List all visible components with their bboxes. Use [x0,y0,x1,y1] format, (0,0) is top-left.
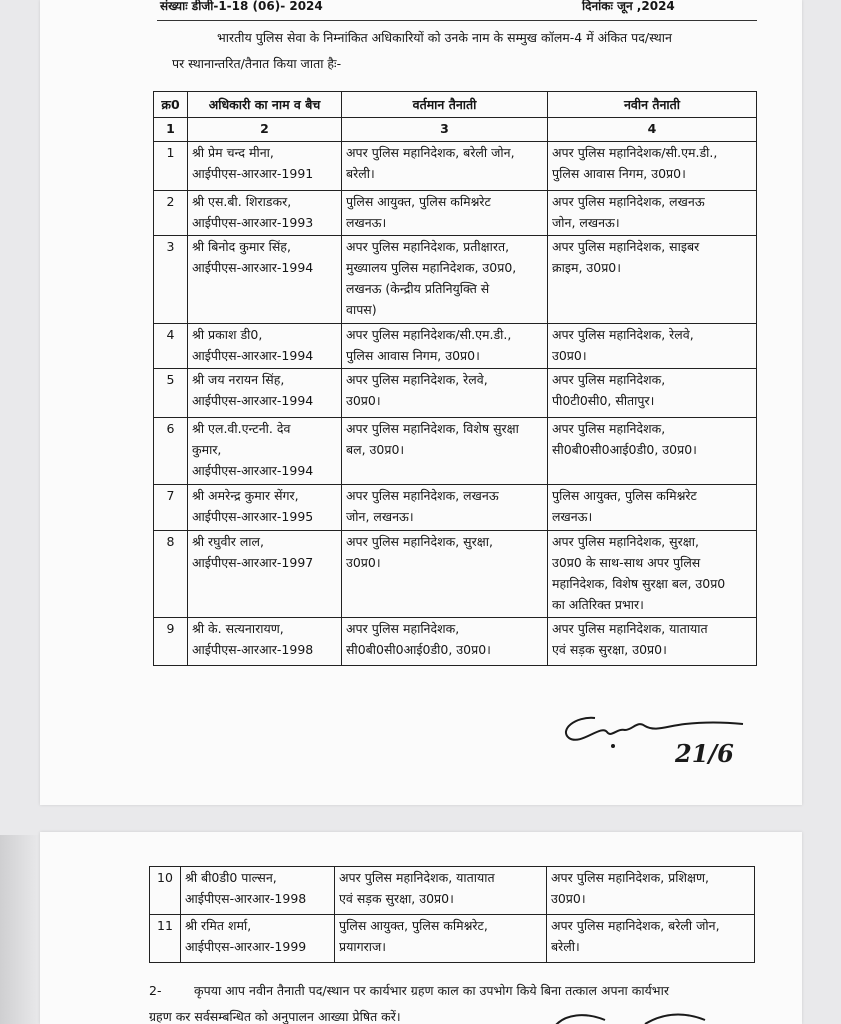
cell-line: आईपीएस-आरआर-1995 [192,509,314,524]
colnum-3: 3 [342,118,548,142]
document-page-1 [40,0,802,805]
cell-line: श्री बिनोद कुमार सिंह, [192,239,291,254]
cell-line: एवं सड़क सुरक्षा, उ0प्र0। [339,891,454,906]
cell-line: अपर पुलिस महानिदेशक, प्रतीक्षारत, [346,239,510,254]
document-header [157,0,757,21]
row-new [548,142,757,191]
row-current [335,915,547,963]
cell-line: अपर पुलिस महानिदेशक, लखनऊ [346,488,499,503]
cell-line: लखनऊ (केन्द्रीय प्रतिनियुक्ति से [346,281,490,296]
page-edge-shadow [0,835,40,1024]
row-name [188,485,342,531]
cell-line: अपर पुलिस महानिदेशक, बरेली जोन, [346,145,515,160]
table-row [154,618,757,666]
row-serial: 4 [154,324,188,369]
row-serial: 8 [154,531,188,618]
cell-line: श्री एल.वी.एन्टनी. देव [192,421,291,436]
row-name [188,191,342,236]
document-date: दिनांकः जून ,2024 [582,0,675,13]
row-serial: 1 [154,142,188,191]
row-name [188,618,342,666]
row-current [342,418,548,485]
column-number-row [154,118,757,142]
cell-line: आईपीएस-आरआर-1994 [192,393,314,408]
cell-line: आईपीएस-आरआर-1998 [185,891,307,906]
row-serial: 10 [150,867,181,915]
table-row [154,418,757,485]
cell-line: श्री के. सत्यनारायण, [192,621,284,636]
row-new [547,915,755,963]
cell-line: उ0प्र0 के साथ-साथ अपर पुलिस [552,555,701,570]
header-current-posting: वर्तमान तैनाती [342,92,548,118]
colnum-4: 4 [548,118,757,142]
row-name [181,867,335,915]
cell-line: श्री रमित शर्मा, [185,918,252,933]
cell-line: श्री रघुवीर लाल, [192,534,264,549]
cell-line: महानिदेशक, विशेष सुरक्षा बल, उ0प्र0 [552,576,726,591]
cell-line: अपर पुलिस महानिदेशक, लखनऊ [552,194,705,209]
row-name [188,142,342,191]
row-name [181,915,335,963]
cell-line: पुलिस आयुक्त, पुलिस कमिश्नरेट [346,194,491,209]
cell-line: जोन, लखनऊ। [346,509,414,524]
cell-line: आईपीएस-आरआर-1994 [192,348,314,363]
cell-line: आईपीएस-आरआर-1997 [192,555,314,570]
intro-line-2: पर स्थानान्तरित/तैनात किया जाता हैः- [172,56,342,71]
cell-line: अपर पुलिस महानिदेशक, सुरक्षा, [552,534,699,549]
cell-line: श्री बी0डी0 पाल्सन, [185,870,277,885]
cell-line: वापस) [346,302,377,317]
row-serial: 11 [150,915,181,963]
row-new [548,369,757,418]
cell-line: उ0प्र0। [346,555,381,570]
row-new [548,618,757,666]
row-serial: 6 [154,418,188,485]
cell-line: अपर पुलिस महानिदेशक, विशेष सुरक्षा [346,421,519,436]
cell-line: सी0बी0सी0आई0डी0, उ0प्र0। [552,442,697,457]
cell-line: जोन, लखनऊ। [552,215,620,230]
row-new [548,531,757,618]
table-header-row [154,92,757,118]
row-new [548,191,757,236]
cell-line: अपर पुलिस महानिदेशक, यातायात [339,870,495,885]
cell-line: सी0बी0सी0आई0डी0, उ0प्र0। [346,642,491,657]
cell-line: श्री अमरेन्द्र कुमार सेंगर, [192,488,299,503]
cell-line: अपर पुलिस महानिदेशक, [552,421,666,436]
cell-line: श्री जय नरायन सिंह, [192,372,285,387]
row-name [188,531,342,618]
colnum-1: 1 [154,118,188,142]
row-serial: 9 [154,618,188,666]
paragraph-line-2: ग्रहण कर सर्वसम्बन्धित को अनुपालन आख्या प्रेषित करें। [149,1009,401,1024]
cell-line: अपर पुलिस महानिदेशक, रेलवे, [552,327,694,342]
table-row [154,531,757,618]
row-current [342,531,548,618]
row-serial: 7 [154,485,188,531]
cell-line: श्री प्रेम चन्द मीना, [192,145,274,160]
reference-number: संख्याः डीजी-1-18 (06)- 2024 [160,0,323,13]
table-row [154,485,757,531]
row-serial: 2 [154,191,188,236]
cell-line: कुमार, [192,442,222,457]
cell-line: उ0प्र0। [552,348,587,363]
cell-line: बरेली। [551,939,580,954]
table-row [154,142,757,191]
row-new [548,418,757,485]
row-current [335,867,547,915]
cell-line: बल, उ0प्र0। [346,442,405,457]
paragraph-line-1: कृपया आप नवीन तैनाती पद/स्थान पर कार्यभार ग्रहण काल का उपभोग किये बिना तत्काल अपना कार्यभार [194,983,669,998]
cell-line: आईपीएस-आरआर-1994 [192,463,314,478]
cell-line: श्री प्रकाश डी0, [192,327,263,342]
cell-line: लखनऊ। [552,509,593,524]
cell-line: अपर पुलिस महानिदेशक, बरेली जोन, [551,918,720,933]
cell-line: अपर पुलिस महानिदेशक, प्रशिक्षण, [551,870,710,885]
row-name [188,324,342,369]
cell-line: आईपीएस-आरआर-1998 [192,642,314,657]
document-page-2 [40,832,802,1024]
table-row [154,191,757,236]
row-name [188,236,342,324]
row-new [548,324,757,369]
cell-line: उ0प्र0। [346,393,381,408]
cell-line: लखनऊ। [346,215,387,230]
row-current [342,324,548,369]
cell-line: आईपीएस-आरआर-1999 [185,939,307,954]
cell-line: पी0टी0सी0, सीतापुर। [552,393,655,408]
cell-line: आईपीएस-आरआर-1994 [192,260,314,275]
row-current [342,191,548,236]
table-row [154,324,757,369]
signature-1 [555,700,755,770]
cell-line: अपर पुलिस महानिदेशक, [552,372,666,387]
cell-line: अपर पुलिस महानिदेशक, साइबर [552,239,700,254]
colnum-2: 2 [188,118,342,142]
row-current [342,142,548,191]
cell-line: प्रयागराज। [339,939,387,954]
cell-line: पुलिस आयुक्त, पुलिस कमिश्नरेट [552,488,697,503]
cell-line: अपर पुलिस महानिदेशक/सी.एम.डी., [552,145,718,160]
header-name: अधिकारी का नाम व बैच [188,92,342,118]
cell-line: आईपीएस-आरआर-1991 [192,166,314,181]
cell-line: श्री एस.बी. शिराडकर, [192,194,292,209]
cell-line: अपर पुलिस महानिदेशक/सी.एम.डी., [346,327,512,342]
cell-line: क्राइम, उ0प्र0। [552,260,622,275]
row-current [342,236,548,324]
cell-line: एवं सड़क सुरक्षा, उ0प्र0। [552,642,667,657]
table-row [150,915,755,963]
row-new [548,485,757,531]
row-name [188,418,342,485]
cell-line: अपर पुलिस महानिदेशक, [346,621,460,636]
row-serial: 5 [154,369,188,418]
row-new [548,236,757,324]
table-row [154,236,757,324]
signature-1-date: 21/6 [675,739,734,768]
cell-line: अपर पुलिस महानिदेशक, रेलवे, [346,372,488,387]
paragraph-number: 2- [149,983,162,998]
cell-line: पुलिस आवास निगम, उ0प्र0। [552,166,686,181]
cell-line: पुलिस आयुक्त, पुलिस कमिश्नरेट, [339,918,488,933]
transfer-table [153,91,757,666]
cell-line: का अतिरिक्त प्रभार। [552,597,644,612]
cell-line: अपर पुलिस महानिदेशक, सुरक्षा, [346,534,493,549]
header-new-posting: नवीन तैनाती [548,92,757,118]
cell-line: उ0प्र0। [551,891,586,906]
intro-line-1: भारतीय पुलिस सेवा के निम्नांकित अधिकारियों को उनके नाम के सम्मुख कॉलम-4 में अंकित पद/स्थान [217,30,672,45]
transfer-table-continued [149,866,755,963]
cell-line: पुलिस आवास निगम, उ0प्र0। [346,348,480,363]
cell-line: अपर पुलिस महानिदेशक, यातायात [552,621,708,636]
row-current [342,618,548,666]
row-serial: 3 [154,236,188,324]
row-name [188,369,342,418]
signature-2 [545,1010,725,1024]
row-current [342,485,548,531]
table-row [150,867,755,915]
table-row [154,369,757,418]
intro-paragraph [172,25,754,77]
row-current [342,369,548,418]
row-new [547,867,755,915]
header-serial: क्र0 [154,92,188,118]
cell-line: बरेली। [346,166,375,181]
cell-line: मुख्यालय पुलिस महानिदेशक, उ0प्र0, [346,260,517,275]
cell-line: आईपीएस-आरआर-1993 [192,215,314,230]
